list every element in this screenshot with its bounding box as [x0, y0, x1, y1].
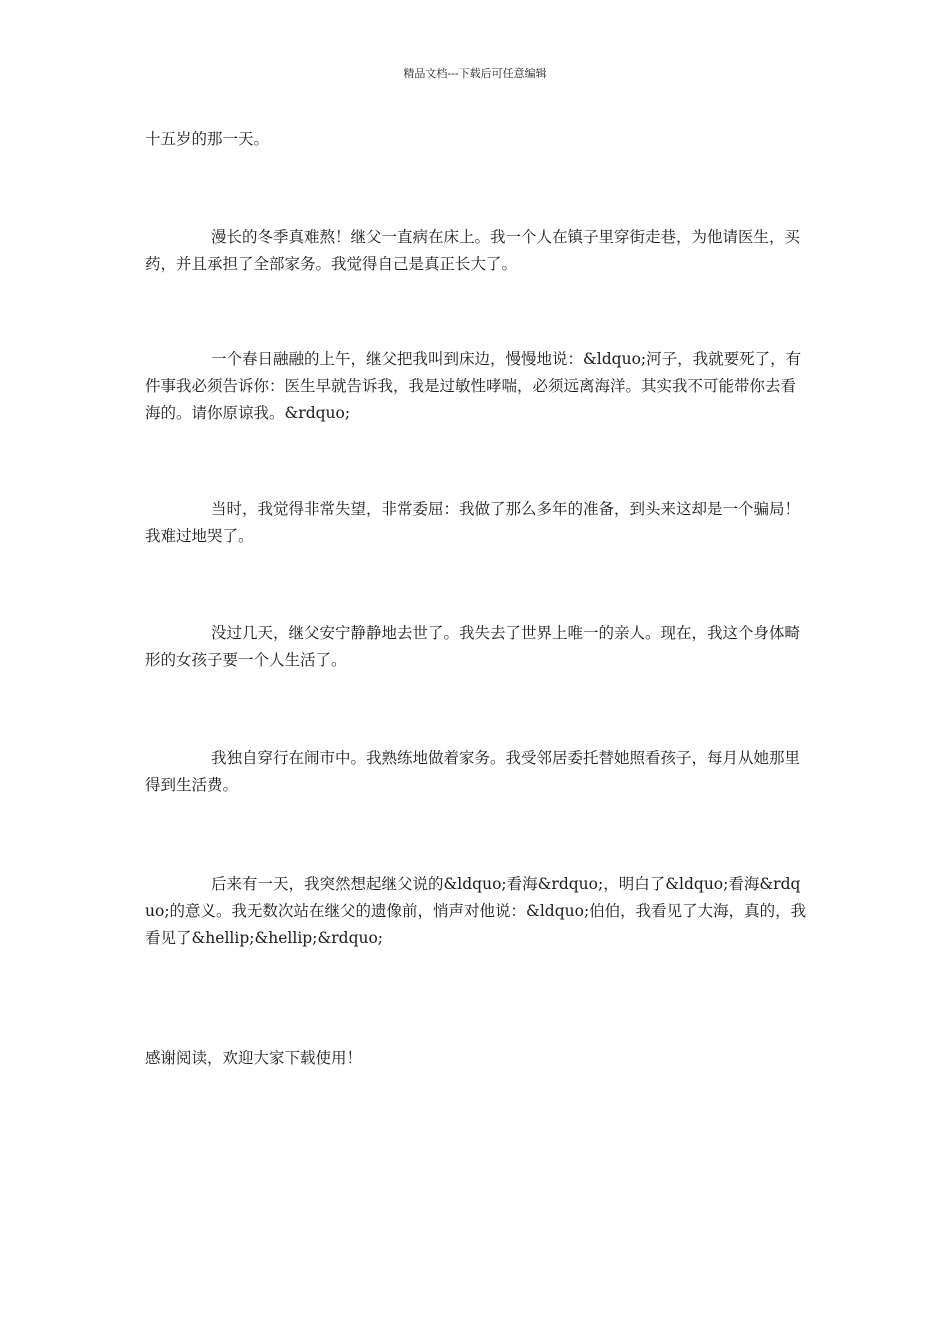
page-header: 精品文档---下载后可任意编辑 [403, 67, 547, 80]
paragraph-passing: 没过几天，继父安宁静静地去世了。我失去了世界上唯一的亲人。现在，我这个身体畸形的女孩子要一个人生活了。 [145, 624, 801, 669]
paragraph-alone: 我独自穿行在闹市中。我熟练地做着家务。我受邻居委托替她照看孩子，每月从她那里得到生活费。 [145, 749, 801, 794]
paragraph-winter: 漫长的冬季真难熬！继父一直病在床上。我一个人在镇子里穿街走巷，为他请医生，买药，并且承担了全部家务。我觉得自己是真正长大了。 [145, 228, 801, 273]
paragraph-disappointment: 当时，我觉得非常失望，非常委屈：我做了那么多年的准备，到头来这却是一个骗局！我难过地哭了。 [145, 500, 801, 545]
paragraph-seeing-sea: 后来有一天，我突然想起继父说的&ldquo;看海&rdquo;，明白了&ldquo;看海&rdquo;的意义。我无数次站在继父的遗像前，悄声对他说：&ldquo;伯伯，我看见了大海，真的，我看见了&hellip;&hellip;&rdquo; [145, 875, 807, 947]
paragraph-thanks: 感谢阅读，欢迎大家下载使用！ [145, 1049, 363, 1067]
paragraph-spring-morning: 一个春日融融的上午，继父把我叫到床边，慢慢地说：&ldquo;河子，我就要死了，有件事我必须告诉你：医生早就告诉我，我是过敏性哮喘，必须远离海洋。其实我不可能带你去看海的。请你原谅我。&rdquo; [145, 350, 802, 422]
paragraph-opening: 十五岁的那一天。 [145, 130, 270, 148]
